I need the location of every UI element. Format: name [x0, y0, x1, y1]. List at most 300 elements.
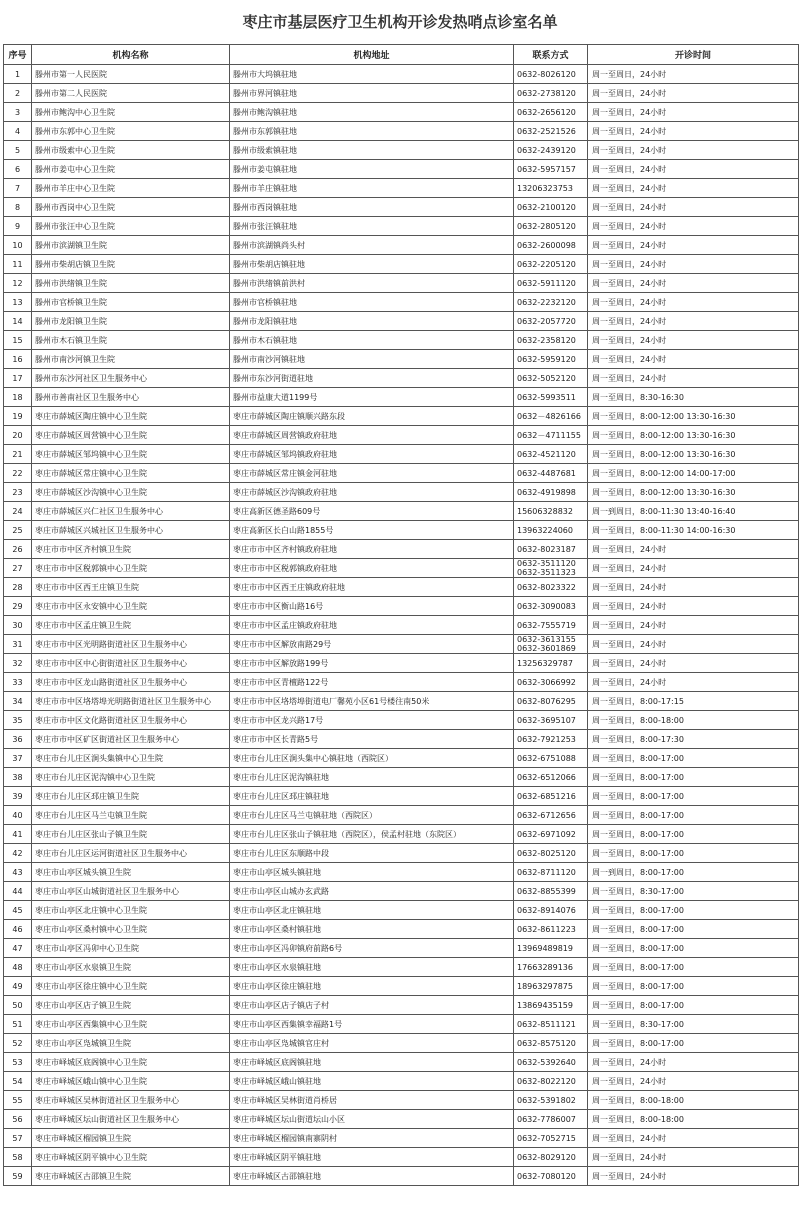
cell-name: 枣庄市山亭区水泉镇卫生院: [32, 958, 230, 977]
cell-no: 33: [4, 673, 32, 692]
cell-no: 27: [4, 559, 32, 578]
cell-phone: 0632-4487681: [514, 464, 588, 483]
cell-phone: 0632-6751088: [514, 749, 588, 768]
cell-phone: 17663289136: [514, 958, 588, 977]
cell-no: 59: [4, 1167, 32, 1186]
cell-no: 56: [4, 1110, 32, 1129]
cell-phone: 0632-8914076: [514, 901, 588, 920]
table-row: [4, 863, 799, 882]
cell-name: 枣庄市峄城区吴林街道社区卫生服务中心: [32, 1091, 230, 1110]
cell-address: 枣庄市台儿庄区马兰屯镇驻地（西院区）: [230, 806, 514, 825]
cell-phone: 0632-2100120: [514, 198, 588, 217]
cell-name: 滕州市西岗中心卫生院: [32, 198, 230, 217]
cell-no: 36: [4, 730, 32, 749]
cell-name: 枣庄市台儿庄区运河街道社区卫生服务中心: [32, 844, 230, 863]
cell-name: 枣庄市市中区龙山路街道社区卫生服务中心: [32, 673, 230, 692]
cell-hours: 周一至周日，24小时: [588, 198, 799, 217]
cell-address: 枣庄市市中区西王庄镇政府驻地: [230, 578, 514, 597]
cell-phone: 0632-5392640: [514, 1053, 588, 1072]
cell-address: 滕州市西岗镇驻地: [230, 198, 514, 217]
cell-name: 枣庄市市中区文化路街道社区卫生服务中心: [32, 711, 230, 730]
table-row: [4, 1129, 799, 1148]
cell-address: 枣庄市薛城区周营镇政府驻地: [230, 426, 514, 445]
cell-address: 滕州市东沙河街道驻地: [230, 369, 514, 388]
cell-hours: 周一至周日，24小时: [588, 217, 799, 236]
table-row: [4, 1034, 799, 1053]
cell-phone: 0632-4919898: [514, 483, 588, 502]
cell-phone: 0632-8575120: [514, 1034, 588, 1053]
table-row: [4, 1167, 799, 1186]
cell-address: 枣庄市市中区青檀路122号: [230, 673, 514, 692]
cell-name: 枣庄市山亭区城头镇卫生院: [32, 863, 230, 882]
cell-phone: 0632-6712656: [514, 806, 588, 825]
cell-no: 31: [4, 635, 32, 654]
cell-phone: 13963224060: [514, 521, 588, 540]
cell-no: 37: [4, 749, 32, 768]
cell-name: 滕州市张汪中心卫生院: [32, 217, 230, 236]
cell-no: 19: [4, 407, 32, 426]
cell-address: 枣庄市薛城区陶庄镇顺兴路东段: [230, 407, 514, 426]
cell-name: 枣庄市山亭区北庄镇中心卫生院: [32, 901, 230, 920]
cell-address: 滕州市鲍沟镇驻地: [230, 103, 514, 122]
cell-phone: 0632-5957157: [514, 160, 588, 179]
cell-hours: 周一至周日，8:00-17:15: [588, 692, 799, 711]
table-row: [4, 198, 799, 217]
cell-phone: 0632-2600098: [514, 236, 588, 255]
cell-no: 55: [4, 1091, 32, 1110]
table-row: [4, 977, 799, 996]
cell-hours: 周一至周日，24小时: [588, 369, 799, 388]
cell-address: 枣庄市山亭区冯卯镇府前路6号: [230, 939, 514, 958]
cell-phone: 0632-5052120: [514, 369, 588, 388]
cell-phone: 0632-7555719: [514, 616, 588, 635]
cell-name: 枣庄市薛城区邹坞镇中心卫生院: [32, 445, 230, 464]
cell-phone: 0632-3066992: [514, 673, 588, 692]
header-no: 序号: [4, 45, 32, 65]
cell-no: 52: [4, 1034, 32, 1053]
cell-address: 枣庄市峄城区底阁镇驻地: [230, 1053, 514, 1072]
cell-no: 53: [4, 1053, 32, 1072]
cell-address: 枣庄市市中区解放南路29号: [230, 635, 514, 654]
cell-phone: 0632-7786007: [514, 1110, 588, 1129]
cell-address: 枣庄市峄城区坛山街道坛山小区: [230, 1110, 514, 1129]
cell-no: 2: [4, 84, 32, 103]
cell-no: 1: [4, 65, 32, 84]
cell-no: 48: [4, 958, 32, 977]
cell-address: 滕州市滨湖镇尚头村: [230, 236, 514, 255]
table-row: [4, 160, 799, 179]
cell-hours: 周一至周日，8:00-17:00: [588, 939, 799, 958]
table-row: [4, 1015, 799, 1034]
page-title: 枣庄市基层医疗卫生机构开诊发热哨点诊室名单: [242, 13, 558, 31]
cell-hours: 周一至周日，24小时: [588, 1129, 799, 1148]
cell-address: 枣庄市山亭区西集镇幸福路1号: [230, 1015, 514, 1034]
cell-no: 4: [4, 122, 32, 141]
cell-hours: 周一至周日，8:00-17:00: [588, 844, 799, 863]
cell-hours: 周一至周日，8:00-17:00: [588, 977, 799, 996]
cell-name: 滕州市柴胡店镇卫生院: [32, 255, 230, 274]
cell-hours: 周一至周日，24小时: [588, 122, 799, 141]
cell-no: 7: [4, 179, 32, 198]
cell-address: 滕州市大坞镇驻地: [230, 65, 514, 84]
cell-no: 30: [4, 616, 32, 635]
cell-hours: 周一至周日，8:00-17:00: [588, 1034, 799, 1053]
cell-hours: 周一至周日，24小时: [588, 312, 799, 331]
cell-hours: 周一至周日，8:00-17:00: [588, 825, 799, 844]
cell-phone: 0632-5911120: [514, 274, 588, 293]
table-row: [4, 711, 799, 730]
table-row: [4, 483, 799, 502]
cell-name: 滕州市南沙河镇卫生院: [32, 350, 230, 369]
cell-no: 25: [4, 521, 32, 540]
cell-name: 枣庄市山亭区冯卯中心卫生院: [32, 939, 230, 958]
cell-phone: 0632－4826166: [514, 407, 588, 426]
cell-address: 滕州市官桥镇驻地: [230, 293, 514, 312]
cell-phone: 0632-6851216: [514, 787, 588, 806]
cell-name: 枣庄市山亭区桑村镇中心卫生院: [32, 920, 230, 939]
cell-no: 24: [4, 502, 32, 521]
cell-no: 39: [4, 787, 32, 806]
cell-hours: 周一至周日，24小时: [588, 1167, 799, 1186]
cell-phone: 0632-2205120: [514, 255, 588, 274]
cell-phone: 0632-2805120: [514, 217, 588, 236]
cell-phone: 13869435159: [514, 996, 588, 1015]
cell-address: 枣庄市山亭区店子镇店子村: [230, 996, 514, 1015]
cell-no: 41: [4, 825, 32, 844]
cell-no: 34: [4, 692, 32, 711]
cell-no: 38: [4, 768, 32, 787]
cell-hours: 周一至周日，24小时: [588, 293, 799, 312]
cell-hours: 周一至周日，8:30-17:00: [588, 1015, 799, 1034]
table-row: [4, 616, 799, 635]
cell-address: 滕州市益康大道1199号: [230, 388, 514, 407]
cell-no: 35: [4, 711, 32, 730]
cell-no: 20: [4, 426, 32, 445]
cell-name: 滕州市第二人民医院: [32, 84, 230, 103]
cell-name: 枣庄市市中区垎塔埠光明路街道社区卫生服务中心: [32, 692, 230, 711]
cell-no: 10: [4, 236, 32, 255]
cell-phone: 0632-3511120 0632-3511323: [514, 559, 588, 578]
cell-hours: 周一至周日，24小时: [588, 635, 799, 654]
cell-no: 58: [4, 1148, 32, 1167]
cell-phone: 0632-8023322: [514, 578, 588, 597]
cell-no: 21: [4, 445, 32, 464]
table-row: [4, 787, 799, 806]
cell-hours: 周一至周日，24小时: [588, 597, 799, 616]
cell-name: 枣庄市峄城区阴平镇中心卫生院: [32, 1148, 230, 1167]
cell-no: 50: [4, 996, 32, 1015]
cell-phone: 0632-7080120: [514, 1167, 588, 1186]
cell-address: 枣庄市山亭区桑村镇驻地: [230, 920, 514, 939]
cell-phone: 0632-2358120: [514, 331, 588, 350]
cell-name: 滕州市鲍沟中心卫生院: [32, 103, 230, 122]
table-row: [4, 1053, 799, 1072]
cell-hours: 周一至周日，24小时: [588, 616, 799, 635]
cell-address: 滕州市羊庄镇驻地: [230, 179, 514, 198]
cell-no: 44: [4, 882, 32, 901]
table-row: [4, 1072, 799, 1091]
cell-address: 枣庄市台儿庄区邳庄镇驻地: [230, 787, 514, 806]
cell-address: 枣庄高新区德圣路609号: [230, 502, 514, 521]
cell-no: 15: [4, 331, 32, 350]
cell-name: 枣庄市薛城区周营镇中心卫生院: [32, 426, 230, 445]
cell-no: 12: [4, 274, 32, 293]
cell-name: 枣庄市薛城区沙沟镇中心卫生院: [32, 483, 230, 502]
cell-phone: 0632-8026120: [514, 65, 588, 84]
cell-hours: 周一至周日，24小时: [588, 350, 799, 369]
cell-name: 滕州市滨湖镇卫生院: [32, 236, 230, 255]
cell-phone: 0632－4711155: [514, 426, 588, 445]
cell-hours: 周一至周日，8:00-17:00: [588, 996, 799, 1015]
cell-hours: 周一至周日，8:30-16:30: [588, 388, 799, 407]
cell-address: 枣庄市市中区长青路5号: [230, 730, 514, 749]
table-row: [4, 65, 799, 84]
cell-address: 枣庄市薛城区沙沟镇政府驻地: [230, 483, 514, 502]
cell-no: 18: [4, 388, 32, 407]
cell-name: 枣庄市峄城区坛山街道社区卫生服务中心: [32, 1110, 230, 1129]
cell-hours: 周一至周日，8:00-17:00: [588, 920, 799, 939]
table-row: [4, 597, 799, 616]
cell-name: 枣庄市市中区孟庄镇卫生院: [32, 616, 230, 635]
cell-phone: 0632-6971092: [514, 825, 588, 844]
cell-no: 57: [4, 1129, 32, 1148]
cell-address: 枣庄市山亭区凫城镇官庄村: [230, 1034, 514, 1053]
table-row: [4, 521, 799, 540]
cell-phone: 0632-3695107: [514, 711, 588, 730]
cell-phone: 0632-2656120: [514, 103, 588, 122]
cell-name: 枣庄市山亭区徐庄镇中心卫生院: [32, 977, 230, 996]
cell-address: 枣庄市台儿庄区东顺路中段: [230, 844, 514, 863]
cell-phone: 0632-2232120: [514, 293, 588, 312]
table-row: [4, 1148, 799, 1167]
table-row: [4, 540, 799, 559]
cell-hours: 周一至周日，8:00-12:00 13:30-16:30: [588, 483, 799, 502]
cell-name: 枣庄市市中区西王庄镇卫生院: [32, 578, 230, 597]
cell-name: 枣庄市市中区税郭镇中心卫生院: [32, 559, 230, 578]
cell-no: 3: [4, 103, 32, 122]
cell-hours: 周一至周日，8:00-17:00: [588, 749, 799, 768]
cell-phone: 13969489819: [514, 939, 588, 958]
cell-name: 枣庄市台儿庄区马兰屯镇卫生院: [32, 806, 230, 825]
cell-address: 枣庄市薛城区邹坞镇政府驻地: [230, 445, 514, 464]
table-row: [4, 958, 799, 977]
cell-phone: 0632-8023187: [514, 540, 588, 559]
table-row: [4, 844, 799, 863]
cell-name: 枣庄市薛城区兴仁社区卫生服务中心: [32, 502, 230, 521]
cell-no: 32: [4, 654, 32, 673]
table-row: [4, 388, 799, 407]
cell-address: 滕州市东郭镇驻地: [230, 122, 514, 141]
table-row: [4, 141, 799, 160]
cell-phone: 0632-8611223: [514, 920, 588, 939]
cell-phone: 13206323753: [514, 179, 588, 198]
cell-address: 滕州市洪绪镇前洪村: [230, 274, 514, 293]
cell-name: 枣庄市薛城区陶庄镇中心卫生院: [32, 407, 230, 426]
cell-hours: 周一至周日，8:00-12:00 13:30-16:30: [588, 426, 799, 445]
cell-phone: 0632-7921253: [514, 730, 588, 749]
table-row: [4, 312, 799, 331]
cell-hours: 周一至周日，8:00-11:30 14:00-16:30: [588, 521, 799, 540]
cell-phone: 0632-2439120: [514, 141, 588, 160]
table-row: [4, 255, 799, 274]
cell-no: 5: [4, 141, 32, 160]
cell-no: 49: [4, 977, 32, 996]
cell-no: 13: [4, 293, 32, 312]
cell-hours: 周一至周日，8:00-17:00: [588, 806, 799, 825]
table-row: [4, 502, 799, 521]
cell-address: 枣庄高新区长白山路1855号: [230, 521, 514, 540]
cell-name: 滕州市东郭中心卫生院: [32, 122, 230, 141]
cell-address: 滕州市木石镇驻地: [230, 331, 514, 350]
cell-name: 枣庄市市中区齐村镇卫生院: [32, 540, 230, 559]
cell-hours: 周一至周日，24小时: [588, 559, 799, 578]
cell-address: 枣庄市峄城区峨山镇驻地: [230, 1072, 514, 1091]
cell-name: 枣庄市台儿庄区涧头集镇中心卫生院: [32, 749, 230, 768]
cell-address: 枣庄市市中区龙兴路17号: [230, 711, 514, 730]
table-row: [4, 331, 799, 350]
table-row: [4, 369, 799, 388]
table-row: [4, 996, 799, 1015]
cell-phone: 0632-5993511: [514, 388, 588, 407]
cell-hours: 周一至周日，24小时: [588, 141, 799, 160]
cell-no: 23: [4, 483, 32, 502]
cell-no: 11: [4, 255, 32, 274]
cell-hours: 周一至周日，24小时: [588, 236, 799, 255]
table-row: [4, 84, 799, 103]
cell-hours: 周一至周日，8:00-17:30: [588, 730, 799, 749]
cell-phone: 0632-8855399: [514, 882, 588, 901]
cell-no: 46: [4, 920, 32, 939]
table-row: [4, 103, 799, 122]
cell-no: 51: [4, 1015, 32, 1034]
cell-hours: 周一至周日，8:00-17:00: [588, 958, 799, 977]
cell-phone: 0632-6512066: [514, 768, 588, 787]
cell-address: 枣庄市薛城区常庄镇金河驻地: [230, 464, 514, 483]
cell-address: 枣庄市山亭区水泉镇驻地: [230, 958, 514, 977]
table-row: [4, 920, 799, 939]
cell-no: 14: [4, 312, 32, 331]
cell-name: 枣庄市市中区光明路街道社区卫生服务中心: [32, 635, 230, 654]
cell-no: 43: [4, 863, 32, 882]
table-row: [4, 236, 799, 255]
cell-name: 枣庄市市中区中心街街道社区卫生服务中心: [32, 654, 230, 673]
cell-address: 枣庄市峄城区阴平镇驻地: [230, 1148, 514, 1167]
cell-hours: 周一至周日，24小时: [588, 1072, 799, 1091]
cell-name: 枣庄市峄城区榴园镇卫生院: [32, 1129, 230, 1148]
cell-name: 滕州市龙阳镇卫生院: [32, 312, 230, 331]
cell-phone: 0632-3613155 0632-3601869: [514, 635, 588, 654]
cell-name: 枣庄市山亭区店子镇卫生院: [32, 996, 230, 1015]
cell-name: 枣庄市薛城区兴城社区卫生服务中心: [32, 521, 230, 540]
cell-name: 滕州市第一人民医院: [32, 65, 230, 84]
cell-hours: 周一到周日，8:00-11:30 13:40-16:40: [588, 502, 799, 521]
cell-address: 枣庄市台儿庄区泥沟镇驻地: [230, 768, 514, 787]
cell-address: 枣庄市山亭区徐庄镇驻地: [230, 977, 514, 996]
cell-address: 枣庄市峄城区榴园镇南寨阴村: [230, 1129, 514, 1148]
cell-hours: 周一至周日，8:00-17:00: [588, 768, 799, 787]
table-row: [4, 768, 799, 787]
cell-phone: 0632-5959120: [514, 350, 588, 369]
cell-name: 枣庄市山亭区凫城镇卫生院: [32, 1034, 230, 1053]
cell-hours: 周一至周日，8:00-12:00 13:30-16:30: [588, 445, 799, 464]
cell-no: 16: [4, 350, 32, 369]
cell-no: 9: [4, 217, 32, 236]
cell-phone: 0632-8025120: [514, 844, 588, 863]
cell-no: 26: [4, 540, 32, 559]
cell-hours: 周一至周日，8:00-18:00: [588, 1110, 799, 1129]
table-row: [4, 464, 799, 483]
table-row: [4, 179, 799, 198]
table-row: [4, 293, 799, 312]
cell-phone: 0632-2521526: [514, 122, 588, 141]
table-row: [4, 730, 799, 749]
cell-hours: 周一至周日，8:00-12:00 14:00-17:00: [588, 464, 799, 483]
cell-phone: 0632-8076295: [514, 692, 588, 711]
table-row: [4, 654, 799, 673]
cell-no: 47: [4, 939, 32, 958]
cell-phone: 0632-7052715: [514, 1129, 588, 1148]
cell-address: 枣庄市市中区衡山路16号: [230, 597, 514, 616]
cell-address: 滕州市级索镇驻地: [230, 141, 514, 160]
cell-name: 枣庄市山亭区山城街道社区卫生服务中心: [32, 882, 230, 901]
cell-phone: 0632-2738120: [514, 84, 588, 103]
cell-address: 枣庄市峄城区吴林街道肖桥居: [230, 1091, 514, 1110]
table-row: [4, 274, 799, 293]
cell-hours: 周一至周日，24小时: [588, 255, 799, 274]
cell-address: 枣庄市市中区孟庄镇政府驻地: [230, 616, 514, 635]
cell-phone: 0632-2057720: [514, 312, 588, 331]
cell-address: 滕州市柴胡店镇驻地: [230, 255, 514, 274]
cell-no: 29: [4, 597, 32, 616]
cell-phone: 0632-8022120: [514, 1072, 588, 1091]
cell-address: 枣庄市市中区齐村镇政府驻地: [230, 540, 514, 559]
cell-hours: 周一至周日，8:00-18:00: [588, 1091, 799, 1110]
cell-name: 滕州市善南社区卫生服务中心: [32, 388, 230, 407]
cell-no: 6: [4, 160, 32, 179]
cell-address: 枣庄市市中区解放路199号: [230, 654, 514, 673]
cell-hours: 周一至周日，8:00-18:00: [588, 711, 799, 730]
cell-hours: 周一至周日，24小时: [588, 1148, 799, 1167]
cell-no: 42: [4, 844, 32, 863]
cell-name: 枣庄市市中区永安镇中心卫生院: [32, 597, 230, 616]
cell-no: 17: [4, 369, 32, 388]
table-row: [4, 635, 799, 654]
cell-hours: 周一至周日，24小时: [588, 331, 799, 350]
cell-phone: 0632-4521120: [514, 445, 588, 464]
table-row: [4, 350, 799, 369]
cell-phone: 0632-8711120: [514, 863, 588, 882]
cell-phone: 18963297875: [514, 977, 588, 996]
table-row: [4, 426, 799, 445]
cell-hours: 周一至周日，24小时: [588, 84, 799, 103]
cell-phone: 0632-8029120: [514, 1148, 588, 1167]
cell-hours: 周一至周日，24小时: [588, 160, 799, 179]
cell-address: 滕州市龙阳镇驻地: [230, 312, 514, 331]
cell-hours: 周一至周日，24小时: [588, 578, 799, 597]
table-row: [4, 122, 799, 141]
cell-no: 54: [4, 1072, 32, 1091]
cell-address: 滕州市姜屯镇驻地: [230, 160, 514, 179]
table-row: [4, 806, 799, 825]
cell-name: 滕州市木石镇卫生院: [32, 331, 230, 350]
table-row: [4, 1110, 799, 1129]
cell-address: 枣庄市市中区税郭镇政府驻地: [230, 559, 514, 578]
clinic-table: [3, 44, 799, 1186]
table-row: [4, 749, 799, 768]
cell-name: 枣庄市台儿庄区泥沟镇中心卫生院: [32, 768, 230, 787]
cell-name: 滕州市官桥镇卫生院: [32, 293, 230, 312]
cell-name: 枣庄市薛城区常庄镇中心卫生院: [32, 464, 230, 483]
